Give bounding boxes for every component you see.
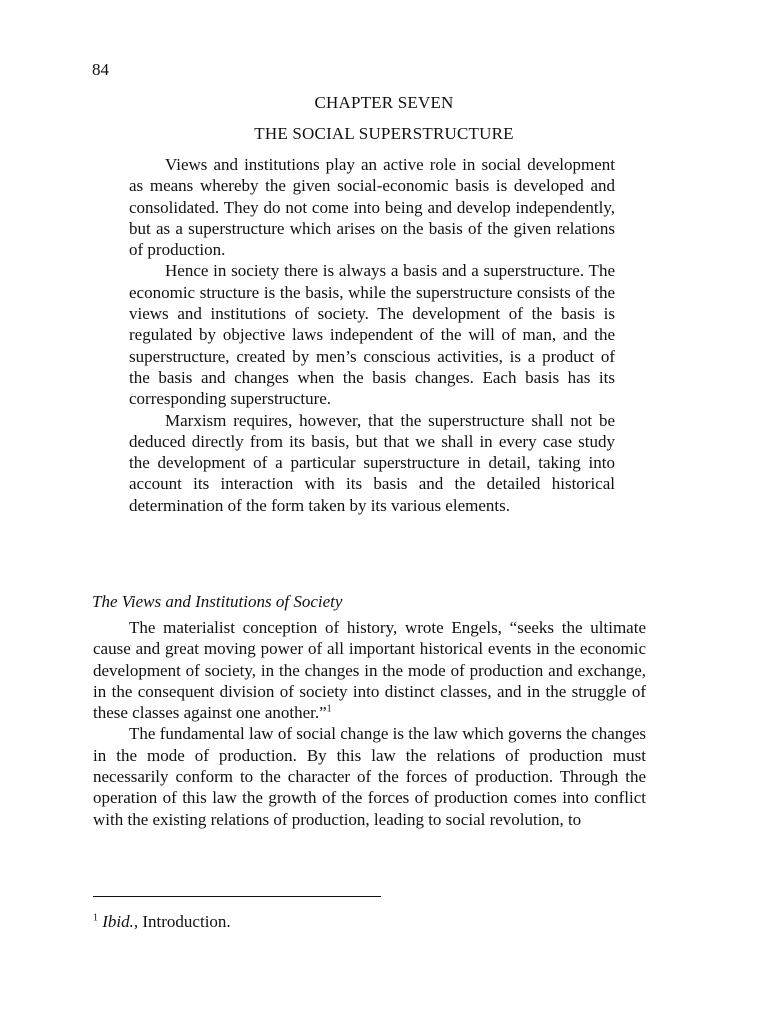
intro-paragraph: Views and institutions play an active role in social development as means whereby the given social-economic basis is developed and consolidated. They do not come into being and develop independently, but as a superstructure which arises on the basis of the given relations of production. bbox=[129, 155, 615, 260]
intro-paragraph: Marxism requires, however, that the superstructure shall not be deduced directly from its basis, but that we shall in every case study the development of a particular superstructure in detail, taking into account its interaction with its basis and the detailed historical determination of the form taken by its various elements. bbox=[129, 410, 615, 515]
page-number: 84 bbox=[92, 60, 109, 79]
chapter-number: CHAPTER SEVEN bbox=[314, 93, 454, 112]
body-paragraph-text: The materialist conception of history, wrote Engels, “seeks the ultimate cause and great moving power of all important historical events in the economic development of society, in the changes in the mode of production and exchange, in the consequent division of society into distinct classes, and in the struggle of these classes against one another.” bbox=[93, 618, 646, 723]
footnote-text: Introduction. bbox=[138, 912, 231, 931]
footnote-ref: Ibid., bbox=[102, 912, 139, 931]
chapter-title: THE SOCIAL SUPERSTRUCTURE bbox=[254, 124, 514, 143]
intro-paragraph: Hence in society there is always a basis and a superstructure. The economic structure is the basis, while the superstructure consists of the views and institutions of society. The development of the basis is regulated by objective laws independent of the will of man, and the superstructure, created by men’s conscious activities, is a product of the basis and changes when the basis changes. Each basis has its corresponding superstructure. bbox=[129, 261, 615, 409]
body-paragraph bbox=[93, 617, 646, 723]
footnote-reference: 1 bbox=[326, 703, 332, 715]
footnote-rule bbox=[93, 896, 381, 897]
intro-text bbox=[129, 154, 615, 516]
body-paragraph: The fundamental law of social change is the law which governs the changes in the mode of production. By this law the relations of production must necessarily conform to the character of the forces of production. Through the operation of this law the growth of the forces of production comes into conflict with the existing relations of production, leading to social revolution, to bbox=[93, 724, 646, 829]
section-heading: The Views and Institutions of Society bbox=[92, 592, 343, 611]
footnote bbox=[93, 912, 231, 932]
footnote-marker: 1 bbox=[93, 912, 98, 924]
section-body bbox=[93, 617, 646, 830]
